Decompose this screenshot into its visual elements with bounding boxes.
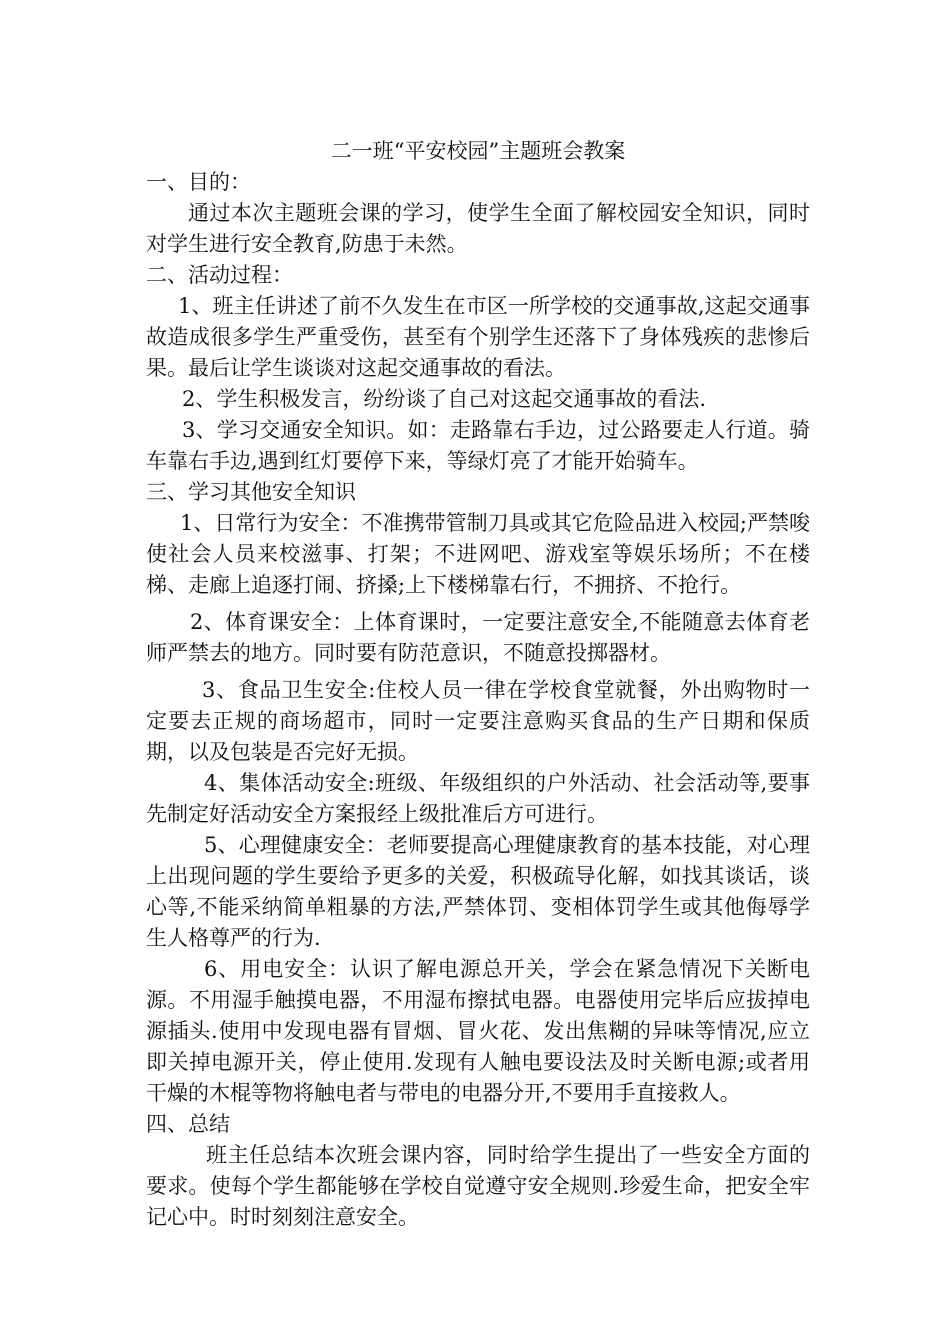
paragraph-process-1: 1、班主任讲述了前不久发生在市区一所学校的交通事故,这起交通事故造成很多学生严重受伤，甚至有个别学生还落下了身体残疾的悲惨后果。最后让学生谈谈对这起交通事故的看法。 (146, 294, 810, 380)
paragraph-electric-safety: 6、用电安全：认识了解电源总开关，学会在紧急情况下关断电源。不用湿手触摸电器，不用湿布擦拭电器。电器使用完毕后应拔掉电源插头.使用中发现电器有冒烟、冒火花、发出焦糊的异味等情况,应立即关掉电源开关，停止使用.发现有人触电要设法及时关断电源;或者用干燥的木棍等物将触电者与带电的电器分开,不要用手直接救人。 (146, 957, 810, 1105)
paragraph-mental-health-safety: 5、心理健康安全：老师要提高心理健康教育的基本技能，对心理上出现问题的学生要给予更多的关爱，积极疏导化解，如找其谈话，谈心等,不能采纳简单粗暴的方法,严禁体罚、变相体罚学生或其他侮辱学生人格尊严的行为. (146, 833, 810, 950)
paragraph-group-activity-safety: 4、集体活动安全:班级、年级组织的户外活动、社会活动等,要事先制定好活动安全方案报经上级批准后方可进行。 (146, 771, 810, 826)
paragraph-food-safety: 3、食品卫生安全:住校人员一律在学校食堂就餐，外出购物时一定要去正规的商场超市，同时一定要注意购买食品的生产日期和保质期，以及包装是否完好无损。 (146, 678, 810, 764)
paragraph-summary: 班主任总结本次班会课内容，同时给学生提出了一些安全方面的要求。使每个学生都能够在学校自觉遵守安全规则.珍爱生命，把安全牢记心中。时时刻刻注意安全。 (146, 1143, 810, 1229)
section-heading-summary: 四、总结 (146, 1112, 230, 1136)
document-body (146, 136, 810, 1233)
paragraph-process-2: 2、学生积极发言，纷纷谈了自己对这起交通事故的看法. (182, 387, 707, 411)
paragraph-process-3: 3、学习交通安全知识。如：走路靠右手边，过公路要走人行道。骑车靠右手边,遇到红灯要停下来，等绿灯亮了才能开始骑车。 (146, 418, 810, 473)
section-heading-process: 二、活动过程： (146, 263, 293, 287)
document-title: 二一班“平安校园”主题班会教案 (330, 139, 626, 163)
paragraph-pe-safety: 2、体育课安全：上体育课时，一定要注意安全,不能随意去体育老师严禁去的地方。同时要有防范意识，不随意投掷器材。 (146, 610, 810, 665)
section-heading-purpose: 一、目的： (146, 170, 251, 194)
section-heading-safety-knowledge: 三、学习其他安全知识 (146, 480, 356, 504)
paragraph-purpose: 通过本次主题班会课的学习，使学生全面了解校园安全知识，同时对学生进行安全教育,防患于未然。 (146, 201, 810, 256)
paragraph-daily-safety: 1、日常行为安全：不准携带管制刀具或其它危险品进入校园;严禁唆使社会人员来校滋事、打架；不进网吧、游戏室等娱乐场所；不在楼梯、走廊上追逐打闹、挤搡;上下楼梯靠右行，不拥挤、不抢行。 (146, 511, 810, 597)
